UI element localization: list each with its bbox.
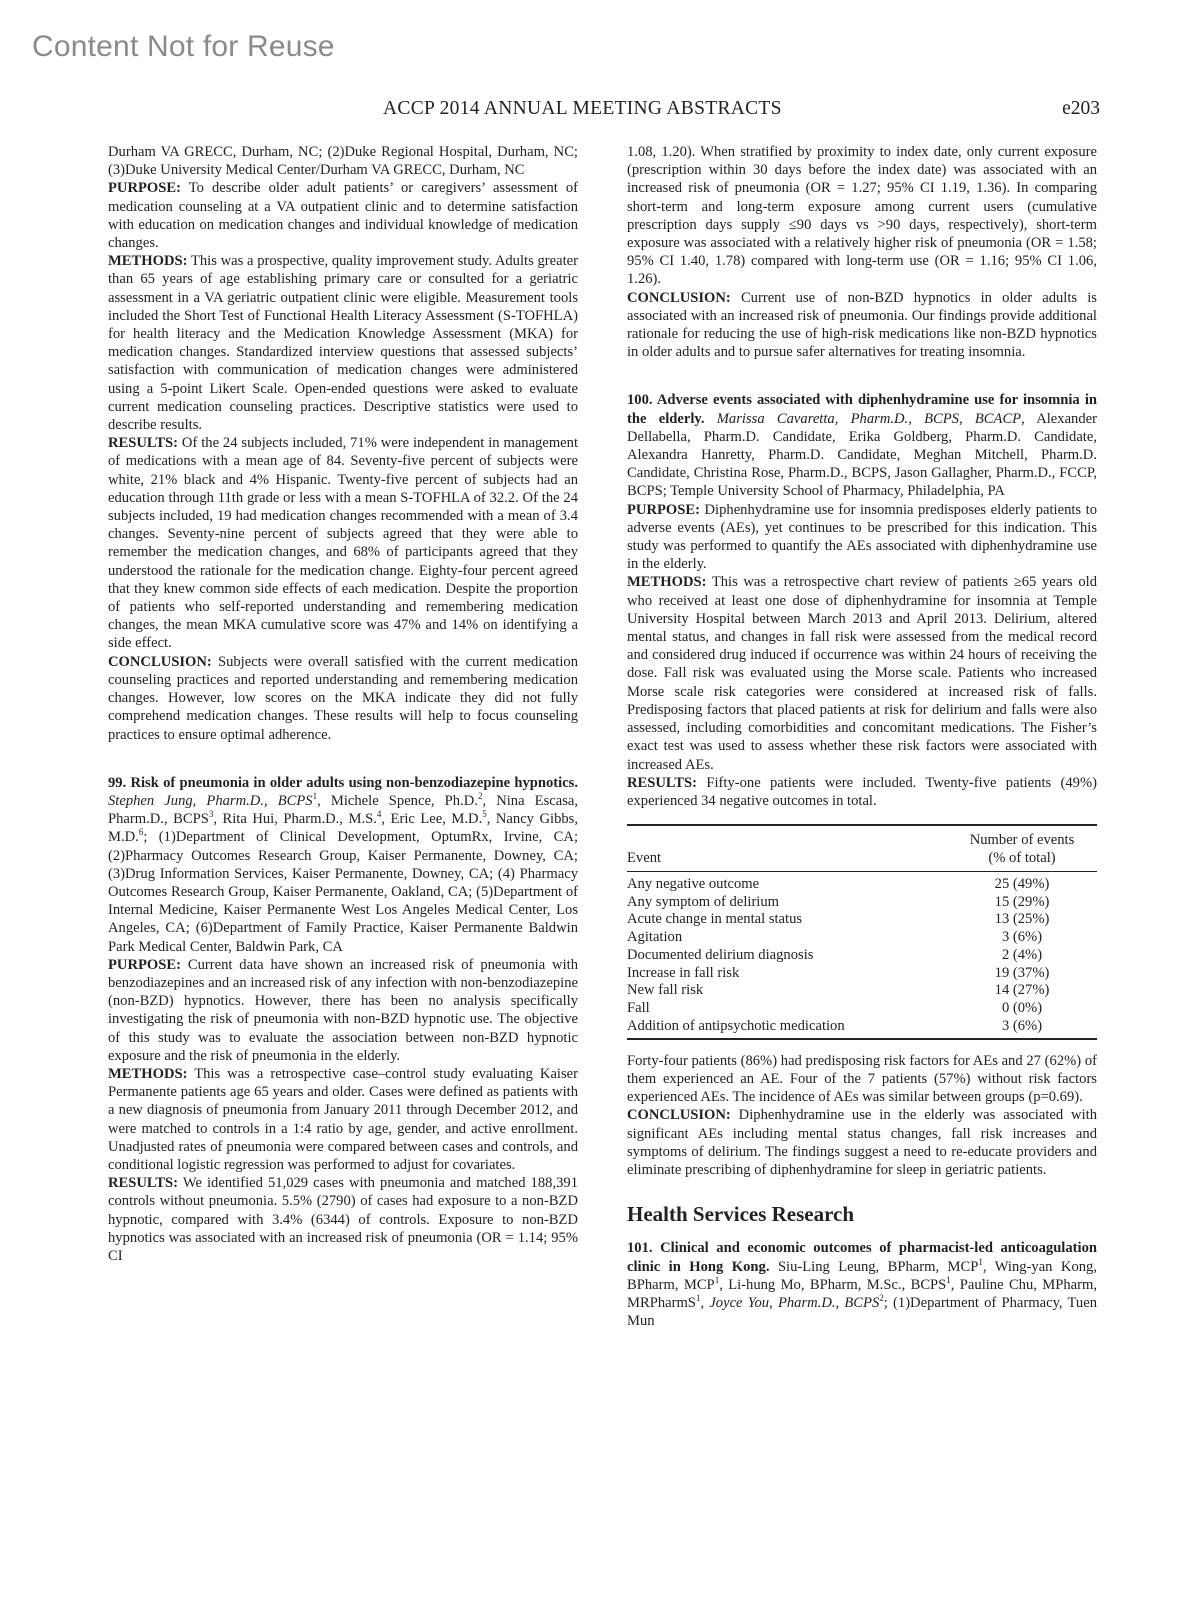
sup: 2 [477, 791, 483, 802]
purpose-label: PURPOSE: [108, 180, 181, 197]
sup: 1 [695, 1293, 701, 1304]
abstract-101-title: 101. Clinical and economic outcomes of pharmacist-led anticoagulation clinic in Hong Kong. [627, 1240, 1097, 1275]
adverse-events-table [627, 824, 1097, 1040]
count-cell: 25 (49%) [994, 875, 1050, 892]
abstract-101-authors: , Pauline Chu, MPharm, MRPharmS [627, 1276, 1098, 1311]
table-row [627, 871, 1097, 893]
abstract-101-authors: , Wing-yan Kong, BPharm, MCP [627, 1258, 1097, 1293]
abstract-100-methods [627, 573, 1097, 773]
methods-text: This was a retrospective case–control study evaluating Kaiser Permanente patients age 65 years and older. Cases were defined as patients with a new diagnosis of pneumonia from January 2011 through December 2012, and were matched to controls in a 1:4 ratio by age, gender, and active enrollment. Unadjusted rates of pneumonia were compared between cases and controls, and conditional logistic regression was performed to adjust for covariates. [108, 1065, 578, 1173]
results-text: We identified 51,029 cases with pneumonia and matched 188,391 controls without pneumonia. 5.5% (2790) of cases had exposure to a non-BZD hypnotic, compared with 3.4% (6344) of controls. Exposure to non-BZD hypnotics was associated with an increased risk of pneumonia (OR = 1.14; 95% CI [108, 1175, 578, 1264]
abstract-99-authors: , Nina Escasa, Pharm.D., BCPS [108, 792, 579, 828]
methods-label: METHODS: [627, 574, 707, 591]
table-row [627, 965, 1097, 983]
conclusion-label: CONCLUSION: [627, 289, 731, 306]
table-row [627, 911, 1097, 929]
abstract-99-header [108, 774, 578, 956]
purpose-text: Diphenhydramine use for insomnia predisposes elderly patients to adverse events (AEs), yet continues to be prescribed for this indication. This study was performed to quantify the AEs associated with diphenhydramine use in the elderly. [627, 501, 1097, 573]
running-head: ACCP 2014 ANNUAL MEETING ABSTRACTS [383, 98, 782, 119]
event-cell: Acute change in mental status [627, 911, 803, 928]
table-row [627, 1000, 1097, 1018]
sup: 1 [714, 1274, 720, 1285]
count-cell: 3 (6%) [1001, 929, 1043, 946]
event-cell: Addition of antipsychotic medication [627, 1018, 845, 1035]
abstract-100-title: 100. Adverse events associated with diphenhydramine use for insomnia in the elderly. [627, 392, 1097, 427]
conclusion-paragraph [627, 289, 1097, 362]
purpose-label: PURPOSE: [627, 501, 700, 518]
header-count-line2: (% of total) [988, 849, 1056, 866]
header-event: Event [627, 849, 662, 866]
right-column [627, 143, 1097, 1330]
event-cell: Any symptom of delirium [627, 893, 780, 910]
abstract-100-conclusion [627, 1106, 1097, 1179]
sup: 2 [879, 1293, 884, 1304]
section-heading: Health Services Research [627, 1202, 855, 1227]
table-row [627, 1018, 1097, 1039]
count-cell: 3 (6%) [1001, 1018, 1043, 1035]
watermark: Content Not for Reuse [32, 30, 335, 63]
results-label: RESULTS: [108, 1175, 179, 1192]
abstract-99-purpose [108, 956, 578, 1065]
count-cell: 14 (27%) [994, 982, 1050, 999]
abstract-99-authors: , Michele Spence, Ph.D. [317, 792, 478, 809]
results-paragraph [108, 434, 578, 652]
purpose-label: PURPOSE: [108, 956, 181, 973]
methods-paragraph [108, 252, 578, 434]
abstract-99-authors: , Eric Lee, M.D. [381, 811, 483, 828]
abstract-100-post-table: Forty-four patients (86%) had predisposing risk factors for AEs and 27 (62%) of them experienced an AE. Four of the 7 patients (57%) without risk factors experienced AEs. The incidence of AEs was similar between groups (p=0.69). [627, 1052, 1097, 1106]
abstract-99-methods [108, 1065, 578, 1174]
abstract-101-affiliations: ; (1)Department of Pharmacy, Tuen Mun [627, 1294, 1098, 1330]
results-text: Of the 24 subjects included, 71% were independent in management of medications with a mean age of 84. Seventy-five percent of subjects were white, 21% black and 4% Hispanic. Twenty-five percent of subjects had an education through 11th grade or less with a mean S-TOFHLA of 32.2. Of the 24 subjects included, 19 had medication changes recommended with a mean of 3.4 changes. Seventy-nine percent of subjects agreed that they were able to remember the medication changes, and 68% of participants agreed that they understood the rationale for the medication change. Eighty-four percent agreed that they knew common side effects of each medication. Despite the proportion of patients who self-reported understanding and remembering medication changes, the mean MKA cumulative score was 47% and 14% on identifying a side effect. [108, 435, 578, 652]
sup: 5 [482, 809, 487, 820]
table-row [627, 982, 1097, 1000]
conclusion-paragraph [108, 653, 578, 744]
conclusion-label: CONCLUSION: [108, 653, 212, 670]
conclusion-label: CONCLUSION: [627, 1107, 731, 1124]
sup: 1 [946, 1274, 951, 1285]
sup: 3 [208, 809, 214, 820]
abstract-99-authors: , Rita Hui, Pharm.D., M.S. [213, 811, 377, 828]
count-cell: 15 (29%) [994, 893, 1050, 910]
methods-text: This was a retrospective chart review of patients ≥65 years old who received at least one dose of diphenhydramine for insomnia at Temple University Hospital between March 2013 and April 2013. Delirium, altered mental status, and changes in fall risk were assessed from the medical record and considered drug induced if occurrence was within 24 hours of receiving the dose. Fall risk was evaluated using the Morse scale. Patients who increased Morse scale risk categories were considered at increased risk of falls. Predisposing factors that placed patients at risk for delirium and falls were also assessed, including comorbidities and concomitant medications. The Fisher’s exact test was used to assess whether these risk factors were associated with increased AEs. [627, 574, 1097, 773]
abstract-100-purpose [627, 501, 1097, 574]
purpose-paragraph [108, 179, 578, 252]
methods-label: METHODS: [108, 1065, 188, 1082]
purpose-text: To describe older adult patients’ or caregivers’ assessment of medication counseling at a VA outpatient clinic and to determine satisfaction with education on medication changes and individual knowledge of medication changes. [108, 180, 578, 252]
abstract-99-title: 99. Risk of pneumonia in older adults using non-benzodiazepine hypnotics. [108, 774, 578, 791]
abstract-101-italic-author: Joyce You, Pharm.D., BCPS [709, 1294, 880, 1311]
abstract-101-header: 101. Clinical and economic outcomes of pharmacist-led anticoagulation clinic in Hong Kong. Siu-Ling Leung, BPharm, MCP$^1$, Wing-yan Kong, BPharm, MCP$^1$, Li-hung Mo, BPharm, M.Sc., BCPS$^1$, Pauline Chu, MPharm, MRPharmS$^1$, Joyce You, Pharm.D., BCPS$^2$; (1)Department of Pharmacy, Tuen Mun [627, 1240, 1098, 1330]
header-number-of-events [947, 825, 1097, 871]
abstract-101-authors: , Li-hung Mo, BPharm, M.Sc., BCPS [719, 1276, 947, 1293]
sup: 4 [376, 809, 382, 820]
abstract-100-authors: , Alexander Dellabella, Pharm.D. Candidate, Erika Goldberg, Pharm.D. Candidate, Alexandra Hanretty, Pharm.D. Candidate, Meghan Mitchell, Pharm.D. Candidate, Christina Rose, Pharm.D., BCPS, Jason Gallagher, Pharm.D., FCCP, BCPS; Temple University School of Pharmacy, Philadelphia, PA [627, 410, 1097, 500]
table-body [627, 871, 1097, 1039]
event-cell: New fall risk [627, 982, 704, 999]
abstract-99-lead-author: Stephen Jung, Pharm.D., BCPS [108, 792, 313, 809]
count-cell: 19 (37%) [994, 964, 1050, 981]
event-cell: Any negative outcome [627, 875, 760, 892]
table-row [627, 947, 1097, 965]
sup: 1 [978, 1256, 983, 1267]
results-text: Fifty-one patients were included. Twenty-five patients (49%) experienced 34 negative outcomes in total. [627, 774, 1097, 809]
page-number: e203 [1062, 98, 1100, 119]
event-cell: Documented delirium diagnosis [627, 946, 814, 963]
results-label: RESULTS: [627, 774, 698, 791]
abstract-99-affiliations: ; (1)Department of Clinical Development, OptumRx, Irvine, CA; (2)Pharmacy Outcomes Research Group, Kaiser Permanente, Downey, CA; (3)Drug Information Services, Kaiser Permanente, Downey, CA; (4) Pharmacy Outcomes Research Group, Kaiser Permanente, Oakland, CA; (5)Department of Internal Medicine, Kaiser Permanente West Los Angeles Medical Center, Los Angeles, CA; (6)Department of Family Practice, Kaiser Permanente Baldwin Park Medical Center, Baldwin Park, CA [108, 829, 578, 955]
results-continued: 1.08, 1.20). When stratified by proximity to index date, only current exposure (prescription within 30 days before the index date) was associated with an increased risk of pneumonia (OR = 1.27; 95% CI 1.19, 1.36). In comparing short-term and long-term exposure among current users (cumulative prescription days supply ≤90 days vs >90 days, respectively), short-term exposure was associated with a relatively higher risk of pneumonia (OR = 1.58; 95% CI 1.40, 1.78) compared with long-term use (OR = 1.16; 95% CI 1.06, 1.26). [627, 144, 1097, 288]
abstract-100-results [627, 774, 1097, 810]
conclusion-text: Subjects were overall satisfied with the current medication counseling practices and reported understanding and remembering medication changes. However, low scores on the MKA indicate they did not fully comprehend medication changes. These results will help to focus counseling practices to ensure optimal adherence. [108, 653, 578, 743]
table-header-row [627, 825, 1097, 871]
conclusion-text: Current use of non-BZD hypnotics in older adults is associated with an increased risk of pneumonia. Our findings provide additional rationale for reducing the use of high-risk medications like non-BZD hypnotics in older adults and to pursue safer alternatives for treating insomnia. [627, 289, 1097, 361]
conclusion-text: Diphenhydramine use in the elderly was associated with significant AEs including mental status changes, fall risk increases and symptoms of delirium. The findings suggest a need to re-educate providers and eliminate prescribing of diphenhydramine for sleep in geriatric patients. [627, 1107, 1097, 1179]
abstract-100-lead-author: Marissa Cavaretta, Pharm.D., BCPS, BCACP [704, 410, 1022, 427]
affiliation-continued: Durham VA GRECC, Durham, NC; (2)Duke Regional Hospital, Durham, NC; (3)Duke University Medical Center/Durham VA GRECC, Durham, NC [108, 144, 578, 179]
abstract-99-authors: , Nancy Gibbs, M.D. [108, 811, 579, 846]
count-cell: 0 (0%) [1001, 1000, 1043, 1017]
abstract-100-header [627, 391, 1097, 500]
event-cell: Fall [627, 1000, 650, 1017]
table-row [627, 894, 1097, 912]
count-cell: 13 (25%) [994, 911, 1050, 928]
event-cell: Increase in fall risk [627, 964, 740, 981]
results-label: RESULTS: [108, 435, 179, 452]
event-cell: Agitation [627, 929, 683, 946]
table-row [627, 929, 1097, 947]
abstract-101-authors: Siu-Ling Leung, BPharm, MCP [769, 1258, 979, 1275]
count-cell: 2 (4%) [1001, 946, 1043, 963]
purpose-text: Current data have shown an increased risk of pneumonia with benzodiazepines and an increased risk of any infection with non-benzodiazepine (non-BZD) hypnotics. However, there has been no analysis specifically investigating the risk of pneumonia with non-BZD hypnotic use. The objective of this study was to evaluate the association between non-BZD hypnotic exposure and the risk of pneumonia in the elderly. [108, 956, 578, 1064]
sup: 6 [138, 827, 144, 838]
header-count-line1: Number of events [969, 832, 1075, 849]
methods-text: This was a prospective, quality improvement study. Adults greater than 65 years of age establishing primary care or consulted for a geriatric assessment in a VA geriatric outpatient clinic were eligible. Measurement tools included the Short Test of Functional Health Literacy Assessment (S-TOFHLA) for health literacy and the Medication Knowledge Assessment (MKA) for medication changes. Standardized interview questions that assessed subjects’ satisfaction with communication of medication changes were administered using a 5-point Likert Scale. Open-ended questions were asked to evaluate current medication counseling practices. Descriptive statistics were used to describe results. [108, 253, 578, 434]
abstract-99-results [108, 1174, 578, 1265]
sup: 1 [312, 791, 318, 802]
left-column [108, 143, 578, 1265]
methods-label: METHODS: [108, 253, 188, 270]
